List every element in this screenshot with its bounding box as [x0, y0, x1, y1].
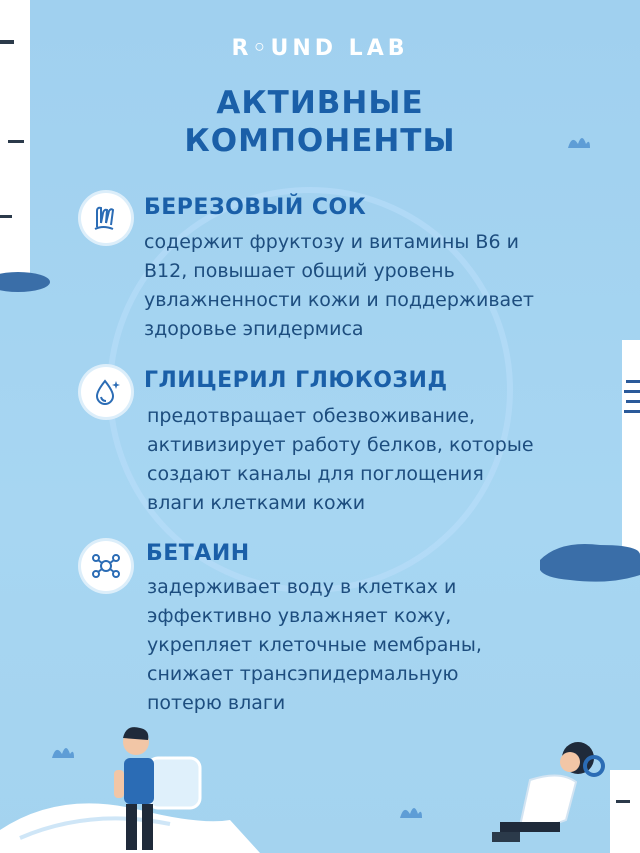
item-description-line: эффективно увлажняет кожу, — [147, 605, 452, 627]
item-title: БЕТАИН — [146, 541, 250, 566]
item-description-line: В12, повышает общий уровень — [144, 260, 455, 282]
scientist-illustration — [480, 730, 640, 853]
item-description-line: здоровье эпидермиса — [144, 318, 364, 340]
molecule-icon — [81, 541, 131, 591]
brand-logo: R◦UND LAB — [231, 36, 409, 61]
item-description-line: задерживает воду в клетках и — [147, 576, 457, 598]
person-illustration — [0, 720, 260, 853]
item-description — [147, 573, 482, 718]
item-description-line: снижает трансэпидермальную — [147, 663, 459, 685]
page-title-line1: АКТИВНЫЕ — [216, 85, 424, 121]
item-description — [147, 402, 534, 518]
item-description-line: увлажненности кожи и поддерживает — [144, 289, 534, 311]
item-title: ГЛИЦЕРИЛ ГЛЮКОЗИД — [144, 368, 448, 393]
item-description-line: содержит фруктозу и витамины В6 и — [144, 231, 519, 253]
item-description — [144, 228, 534, 344]
page-title — [0, 84, 640, 160]
item-description-line: предотвращает обезвоживание, — [147, 405, 476, 427]
page-title-line2: КОМПОНЕНТЫ — [184, 123, 456, 159]
item-description-line: влаги клетками кожи — [147, 492, 366, 514]
item-description-line: активизирует работу белков, которые — [147, 434, 534, 456]
item-title: БЕРЕЗОВЫЙ СОК — [144, 195, 367, 220]
water-drop-icon — [81, 367, 131, 417]
birch-trunk-right — [540, 340, 640, 600]
item-description-line: укрепляет клеточные мембраны, — [147, 634, 482, 656]
leaf-icon — [398, 800, 424, 820]
birch-sap-icon — [81, 193, 131, 243]
item-description-line: потерю влаги — [147, 692, 286, 714]
item-description-line: создают каналы для поглощения — [147, 463, 484, 485]
